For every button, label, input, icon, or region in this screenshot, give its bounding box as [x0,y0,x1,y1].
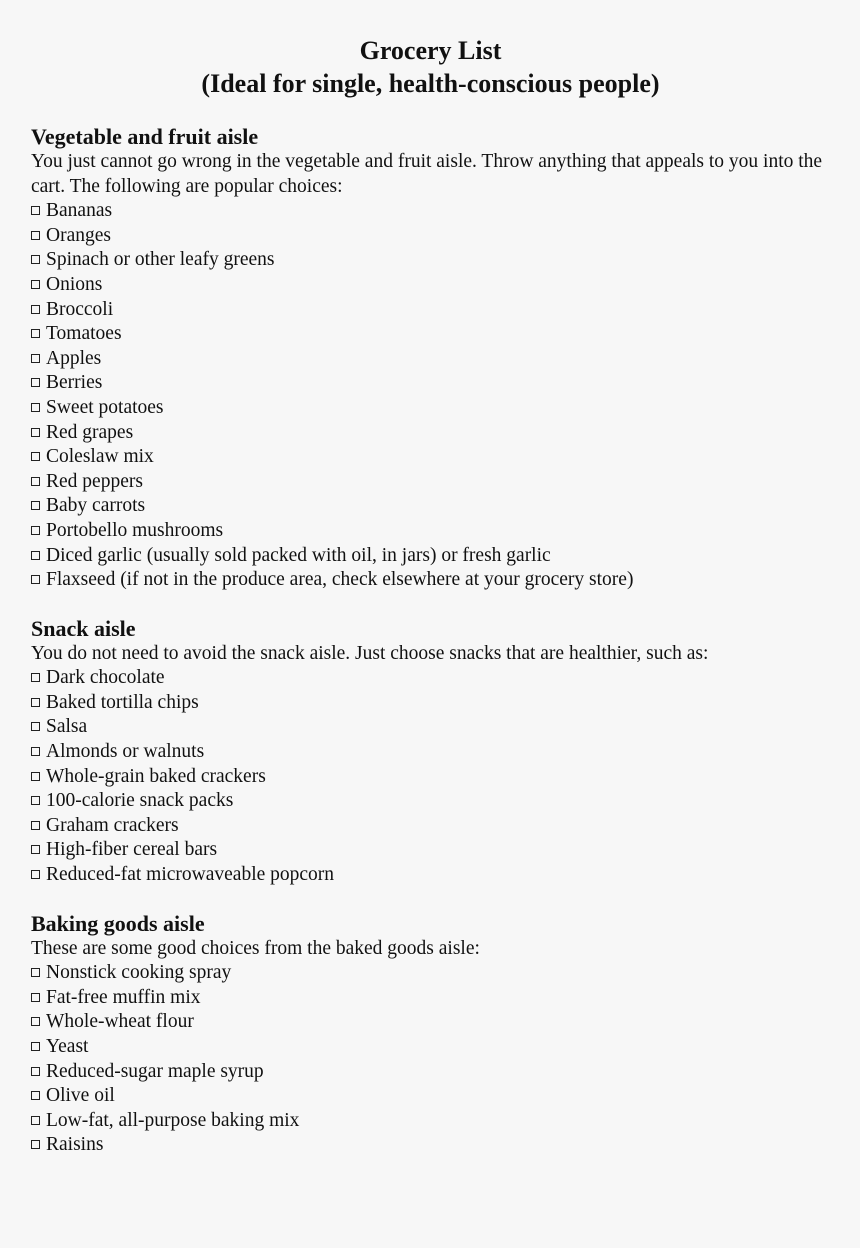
checkbox-icon[interactable] [31,722,40,731]
checklist [31,199,830,593]
checkbox-icon[interactable] [31,796,40,805]
checkbox-icon[interactable] [31,551,40,560]
checklist-item-label: Dark chocolate [46,667,165,689]
checklist-item [31,961,830,986]
checklist-item-label: Baby carrots [46,495,146,517]
checklist-item-label: Oranges [46,224,111,246]
checklist-item-label: Spinach or other leafy greens [46,249,275,271]
checklist-item-label: 100-calorie snack packs [46,790,234,812]
checklist-item [31,396,830,421]
title-line-main: Grocery List [359,36,502,65]
checklist-item-label: Olive oil [46,1085,115,1107]
checklist-item [31,814,830,839]
checkbox-icon[interactable] [31,354,40,363]
checklist-item-label: Onions [46,273,103,295]
checkbox-icon[interactable] [31,378,40,387]
checklist-item-label: High-fiber cereal bars [46,839,218,861]
checklist-item [31,248,830,273]
checklist-item [31,1084,830,1109]
checkbox-icon[interactable] [31,1116,40,1125]
checkbox-icon[interactable] [31,255,40,264]
checklist-item-label: Almonds or walnuts [46,741,205,763]
checklist-item [31,838,830,863]
section-intro: You do not need to avoid the snack aisle. Just choose snacks that are healthier, such as: [31,642,709,664]
checklist-item [31,273,830,298]
checklist-item-label: Graham crackers [46,814,179,836]
section-snack [31,616,830,888]
checklist-item [31,445,830,470]
checklist-item-label: Whole-grain baked crackers [46,765,266,787]
checklist-item-label: Red peppers [46,470,143,492]
checklist-item [31,1035,830,1060]
checklist-item [31,544,830,569]
checkbox-icon[interactable] [31,845,40,854]
checkbox-icon[interactable] [31,993,40,1002]
section-heading: Baking goods aisle [31,910,205,936]
checkbox-icon[interactable] [31,280,40,289]
checklist-item-label: Baked tortilla chips [46,691,199,713]
checklist-item [31,347,830,372]
checklist [31,666,830,887]
checklist-item-label: Tomatoes [46,323,122,345]
checkbox-icon[interactable] [31,1067,40,1076]
section-vegetable-fruit [31,124,830,593]
title-line-subtitle: (Ideal for single, health-conscious people) [201,69,660,98]
checklist-item-label: Flaxseed (if not in the produce area, check elsewhere at your grocery store) [46,569,634,591]
checkbox-icon[interactable] [31,698,40,707]
checkbox-icon[interactable] [31,501,40,510]
checkbox-icon[interactable] [31,1017,40,1026]
checkbox-icon[interactable] [31,1042,40,1051]
section-intro: You just cannot go wrong in the vegetable and fruit aisle. Throw anything that appeals to you into the cart. The following are popular choices: [31,151,823,197]
checklist [31,961,830,1158]
checklist-item [31,322,830,347]
checklist-item [31,666,830,691]
checkbox-icon[interactable] [31,329,40,338]
checklist-item-label: Reduced-fat microwaveable popcorn [46,864,335,886]
checkbox-icon[interactable] [31,231,40,240]
checkbox-icon[interactable] [31,772,40,781]
checklist-item-label: Broccoli [46,298,114,320]
checklist-item [31,691,830,716]
checkbox-icon[interactable] [31,747,40,756]
checkbox-icon[interactable] [31,403,40,412]
checklist-item [31,765,830,790]
checklist-item-label: Diced garlic (usually sold packed with oil, in jars) or fresh garlic [46,544,551,566]
section-intro: These are some good choices from the baked goods aisle: [31,937,480,959]
checklist-item [31,740,830,765]
checklist-item [31,568,830,593]
checkbox-icon[interactable] [31,206,40,215]
checklist-item [31,199,830,224]
checklist-item [31,519,830,544]
checkbox-icon[interactable] [31,821,40,830]
checklist-item [31,863,830,888]
checklist-item-label: Salsa [46,716,88,738]
checkbox-icon[interactable] [31,1140,40,1149]
checkbox-icon[interactable] [31,968,40,977]
document-title [31,34,830,100]
checkbox-icon[interactable] [31,870,40,879]
checklist-item [31,1010,830,1035]
checklist-item [31,494,830,519]
checkbox-icon[interactable] [31,305,40,314]
checkbox-icon[interactable] [31,575,40,584]
checkbox-icon[interactable] [31,428,40,437]
checklist-item [31,298,830,323]
checkbox-icon[interactable] [31,526,40,535]
checklist-item-label: Coleslaw mix [46,446,154,468]
checklist-item [31,986,830,1011]
checklist-item [31,1109,830,1134]
checklist-item [31,470,830,495]
checklist-item-label: Yeast [46,1036,89,1057]
checklist-item [31,789,830,814]
checklist-item-label: Nonstick cooking spray [46,962,232,984]
section-baking-goods [31,911,830,1158]
checklist-item [31,715,830,740]
checkbox-icon[interactable] [31,673,40,682]
section-heading: Snack aisle [31,615,136,641]
checklist-item-label: Red grapes [46,421,134,443]
checklist-item-label: Portobello mushrooms [46,519,224,541]
checkbox-icon[interactable] [31,1091,40,1100]
checklist-item-label: Raisins [46,1134,104,1156]
checklist-item [31,224,830,249]
checklist-item-label: Apples [46,347,102,369]
checklist-item-label: Sweet potatoes [46,396,164,418]
checkbox-icon[interactable] [31,452,40,461]
section-heading: Vegetable and fruit aisle [31,124,259,149]
checklist-item [31,371,830,396]
checkbox-icon[interactable] [31,477,40,486]
checklist-item-label: Whole-wheat flour [46,1011,194,1033]
checklist-item-label: Berries [46,372,103,394]
checklist-item [31,1060,830,1085]
checklist-item-label: Reduced-sugar maple syrup [46,1060,264,1082]
checklist-item-label: Low-fat, all-purpose baking mix [46,1109,300,1131]
checklist-item-label: Bananas [46,200,113,222]
checklist-item-label: Fat-free muffin mix [46,986,201,1008]
checklist-item [31,1133,830,1158]
checklist-item [31,421,830,446]
